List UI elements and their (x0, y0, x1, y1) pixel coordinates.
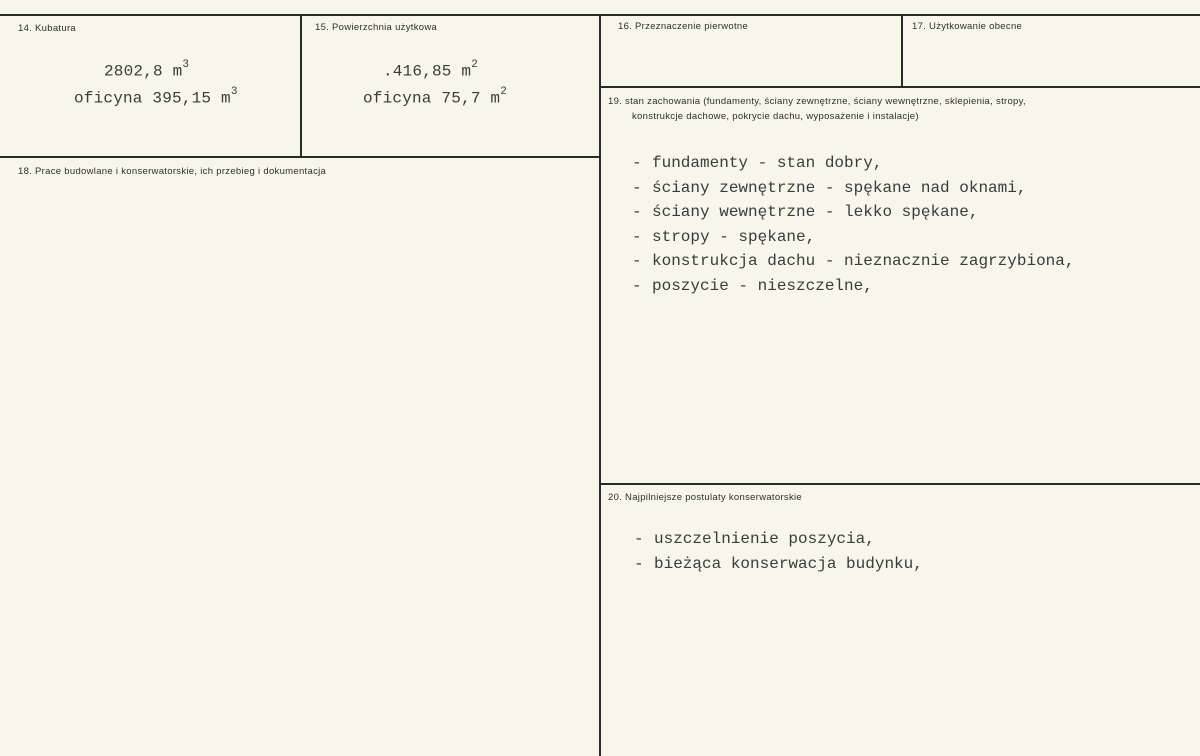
stan-zachowania-list (632, 151, 1074, 299)
powierzchnia-main (383, 61, 478, 80)
list-item-text: poszycie - nieszczelne, (652, 276, 873, 295)
postulaty-list (634, 527, 923, 576)
list-item-text: fundamenty - stan dobry, (652, 154, 883, 172)
list-item-text: konstrukcja dachu - nieznacznie zagrzybiona, (652, 252, 1075, 271)
list-item: - bieżąca konserwacja budynku, (634, 554, 923, 573)
kubatura-main-exp: 3 (182, 59, 190, 71)
list-item-text: ściany wewnętrzne - lekko spękane, (652, 203, 979, 222)
list-item: - stropy - spękane, (632, 227, 816, 246)
field-17-label: 17. Użytkowanie obecne (912, 21, 1023, 32)
powierzchnia-oficyna-exp: 2 (500, 86, 508, 98)
list-item: - ściany wewnętrzne - lekko spękane, (632, 203, 979, 222)
list-item: - konstrukcja dachu - nieznacznie zagrzybiona, (632, 252, 1075, 271)
divider-14-15 (300, 14, 302, 158)
powierzchnia-oficyna (363, 88, 507, 107)
kubatura-oficyna-value: oficyna 395,15 m (74, 89, 231, 108)
field-16-label: 16. Przeznaczenie pierwotne (618, 21, 749, 32)
list-item-text: ściany zewnętrzne - spękane nad oknami, (652, 178, 1027, 197)
list-item: - poszycie - nieszczelne, (632, 276, 873, 295)
list-item-text: bieżąca konserwacja budynku, (654, 554, 923, 573)
powierzchnia-oficyna-value: oficyna 75,7 m (363, 89, 501, 108)
field-18-label: 18. Prace budowlane i konserwatorskie, ich przebieg i dokumentacja (18, 166, 327, 177)
kubatura-oficyna-exp: 3 (230, 86, 238, 98)
field-14-label: 14. Kubatura (18, 23, 77, 34)
list-item: - uszczelnienie poszycia, (634, 530, 875, 548)
divider-19-20 (599, 483, 1200, 485)
powierzchnia-main-value: .416,85 m (383, 62, 472, 81)
field-15-label: 15. Powierzchnia użytkowa (315, 22, 438, 33)
field-19-label-line1: 19. stan zachowania (fundamenty, ściany zewnętrzne, ściany wewnętrzne, sklepienia, stropy, (608, 96, 1026, 107)
divider-16-17 (901, 14, 903, 87)
list-item: - ściany zewnętrzne - spękane nad oknami, (632, 178, 1027, 197)
kubatura-main (104, 61, 189, 80)
divider-left-right (599, 14, 601, 756)
divider-15-18 (0, 156, 601, 158)
field-20-label: 20. Najpilniejsze postulaty konserwatorskie (608, 492, 803, 503)
list-item-text: stropy - spękane, (652, 227, 816, 246)
list-item-text: uszczelnienie poszycia, (654, 530, 875, 548)
divider-16-19 (599, 86, 1200, 88)
kubatura-oficyna (74, 88, 238, 107)
powierzchnia-main-exp: 2 (471, 59, 479, 71)
list-item: - fundamenty - stan dobry, (632, 154, 883, 172)
kubatura-main-value: 2802,8 m (104, 62, 183, 81)
field-19-label-line2: konstrukcje dachowe, pokrycie dachu, wyposażenie i instalacje) (632, 111, 919, 122)
